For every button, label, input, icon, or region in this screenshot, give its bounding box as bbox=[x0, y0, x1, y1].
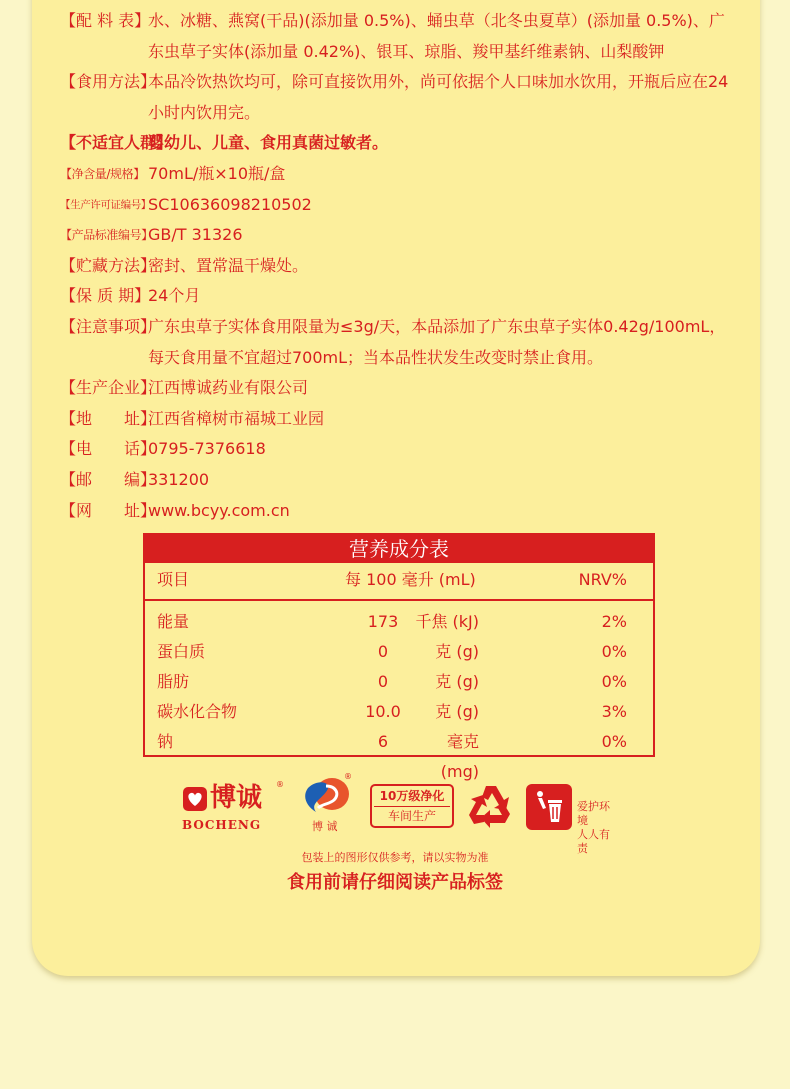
info-value: 水、冰糖、燕窝(干品)(添加量 0.5%)、蛹虫草（北冬虫夏草）(添加量 0.5%)、广东虫草子实体(添加量 0.42%)、银耳、琼脂、羧甲基纤维素钠、山梨酸钾 bbox=[148, 11, 725, 61]
nutrient-unit: 克 (g) bbox=[435, 642, 479, 661]
recycle-icon bbox=[466, 782, 514, 830]
eco-line2: 人人有责 bbox=[577, 828, 610, 855]
info-row-license bbox=[60, 190, 760, 221]
eco-line1: 爱护环境 bbox=[577, 800, 610, 827]
info-value: 70mL/瓶×10瓶/盒 bbox=[148, 163, 286, 183]
trash-logo bbox=[526, 784, 572, 830]
nutrient-name: 脂肪 bbox=[157, 672, 190, 691]
info-row-address bbox=[60, 404, 760, 435]
info-label: 【保 质 期】 bbox=[60, 286, 151, 306]
info-value: 0795-7376618 bbox=[148, 439, 266, 459]
info-value: 江西省樟树市福城工业园 bbox=[148, 408, 325, 428]
info-value: 密封、置常温干燥处。 bbox=[148, 255, 309, 275]
info-row-notice bbox=[60, 312, 760, 373]
product-info bbox=[60, 6, 760, 526]
registered-icon: ® bbox=[344, 772, 352, 781]
info-label: 【贮藏方法】 bbox=[60, 255, 157, 275]
eco-slogan bbox=[577, 800, 620, 856]
info-value: www.bcyy.com.cn bbox=[148, 500, 290, 520]
info-row-standard bbox=[60, 220, 760, 251]
info-row-website bbox=[60, 496, 760, 527]
table-row bbox=[145, 607, 653, 637]
info-label: 【生产许可证编号】 bbox=[60, 198, 151, 211]
info-row-unsuitable bbox=[60, 128, 760, 159]
nutrient-amount: 6 bbox=[377, 732, 389, 751]
info-value: 本品冷饮热饮均可，除可直接饮用外，尚可依据个人口味加水饮用，开瓶后应在24小时内饮用完。 bbox=[148, 72, 729, 122]
nutrient-nrv: 0% bbox=[601, 642, 627, 661]
recycle-logo bbox=[466, 782, 514, 830]
info-label: 【生产企业】 bbox=[60, 378, 157, 398]
info-value: GB/T 31326 bbox=[148, 225, 243, 245]
nutrition-title: 营养成分表 bbox=[145, 535, 653, 563]
nutrient-nrv: 0% bbox=[601, 732, 627, 751]
info-row-phone bbox=[60, 434, 760, 465]
nutrient-nrv: 0% bbox=[601, 672, 627, 691]
info-row-shelf-life bbox=[60, 281, 760, 312]
emblem-text: 博 诚 bbox=[312, 820, 338, 833]
info-label: 【电 话】 bbox=[60, 439, 157, 459]
nutrient-amount: 0 bbox=[377, 642, 389, 661]
heart-icon bbox=[182, 786, 208, 812]
nutrient-amount: 173 bbox=[367, 612, 399, 631]
nutrient-name: 能量 bbox=[157, 612, 190, 631]
info-label: 【不适宜人群】 bbox=[60, 133, 173, 153]
info-row-manufacturer bbox=[60, 373, 760, 404]
info-label: 【产品标准编号】 bbox=[60, 228, 153, 243]
info-value: 24个月 bbox=[148, 286, 201, 306]
badge-line2: 车间生产 bbox=[387, 809, 436, 823]
info-row-ingredients bbox=[60, 6, 760, 67]
info-value: SC10636098210502 bbox=[148, 194, 312, 214]
clean-workshop-badge bbox=[370, 784, 454, 828]
nutrition-body bbox=[145, 601, 653, 781]
info-label: 【配 料 表】 bbox=[60, 11, 151, 30]
nutrient-unit: 千焦 (kJ) bbox=[415, 612, 479, 631]
read-label-note: 食用前请仔细阅读产品标签 bbox=[287, 872, 503, 893]
nutrient-amount: 10.0 bbox=[365, 702, 401, 721]
info-label: 【地 址】 bbox=[60, 408, 157, 428]
brand-name: 博诚 bbox=[210, 783, 263, 813]
info-label: 【注意事项】 bbox=[60, 316, 157, 336]
info-value: 江西博诚药业有限公司 bbox=[148, 378, 309, 398]
table-row bbox=[145, 637, 653, 667]
info-value: 婴幼儿、儿童、食用真菌过敏者。 bbox=[148, 133, 389, 153]
header-item: 项目 bbox=[157, 570, 190, 589]
nutrient-amount: 0 bbox=[377, 672, 389, 691]
emblem-logo bbox=[304, 774, 354, 834]
table-row bbox=[145, 727, 653, 781]
nutrient-unit: 克 (g) bbox=[435, 672, 479, 691]
logo-strip bbox=[180, 772, 620, 855]
header-per: 每 100 毫升 (mL) bbox=[345, 570, 476, 589]
bocheng-logo bbox=[180, 780, 292, 836]
nutrition-table bbox=[143, 533, 655, 781]
info-label: 【净含量/规格】 bbox=[60, 166, 145, 181]
disclaimer-note: 包装上的图形仅供参考，请以实物为准 bbox=[301, 851, 489, 864]
info-label: 【网 址】 bbox=[60, 500, 157, 520]
info-row-usage bbox=[60, 67, 760, 128]
trash-icon bbox=[526, 784, 572, 830]
info-row-net-content bbox=[60, 159, 760, 190]
nutrient-name: 碳水化合物 bbox=[157, 702, 238, 721]
info-row-storage bbox=[60, 251, 760, 282]
nutrient-name: 蛋白质 bbox=[157, 642, 206, 661]
badge-line1: 10万级净化 bbox=[374, 786, 450, 807]
nutrient-nrv: 2% bbox=[601, 612, 627, 631]
table-row bbox=[145, 697, 653, 727]
info-label: 【食用方法】 bbox=[60, 72, 157, 92]
info-value: 331200 bbox=[148, 469, 210, 489]
info-value: 广东虫草子实体食用限量为≤3g/天，本品添加了广东虫草子实体0.42g/100mL，每天食用量不宜超过700mL；当本品性状发生改变时禁止食用。 bbox=[148, 316, 726, 367]
registered-icon: ® bbox=[276, 780, 284, 789]
header-nrv: NRV% bbox=[578, 570, 627, 589]
nutrient-name: 钠 bbox=[157, 732, 174, 751]
table-row bbox=[145, 667, 653, 697]
info-label: 【邮 编】 bbox=[60, 469, 157, 489]
info-row-postcode bbox=[60, 465, 760, 496]
nutrient-nrv: 3% bbox=[601, 702, 627, 721]
nutrient-unit: 毫克 (mg) bbox=[440, 732, 479, 781]
nutrition-header bbox=[145, 563, 653, 601]
nutrient-unit: 克 (g) bbox=[435, 702, 479, 721]
brand-en: BOCHENG bbox=[182, 818, 262, 832]
